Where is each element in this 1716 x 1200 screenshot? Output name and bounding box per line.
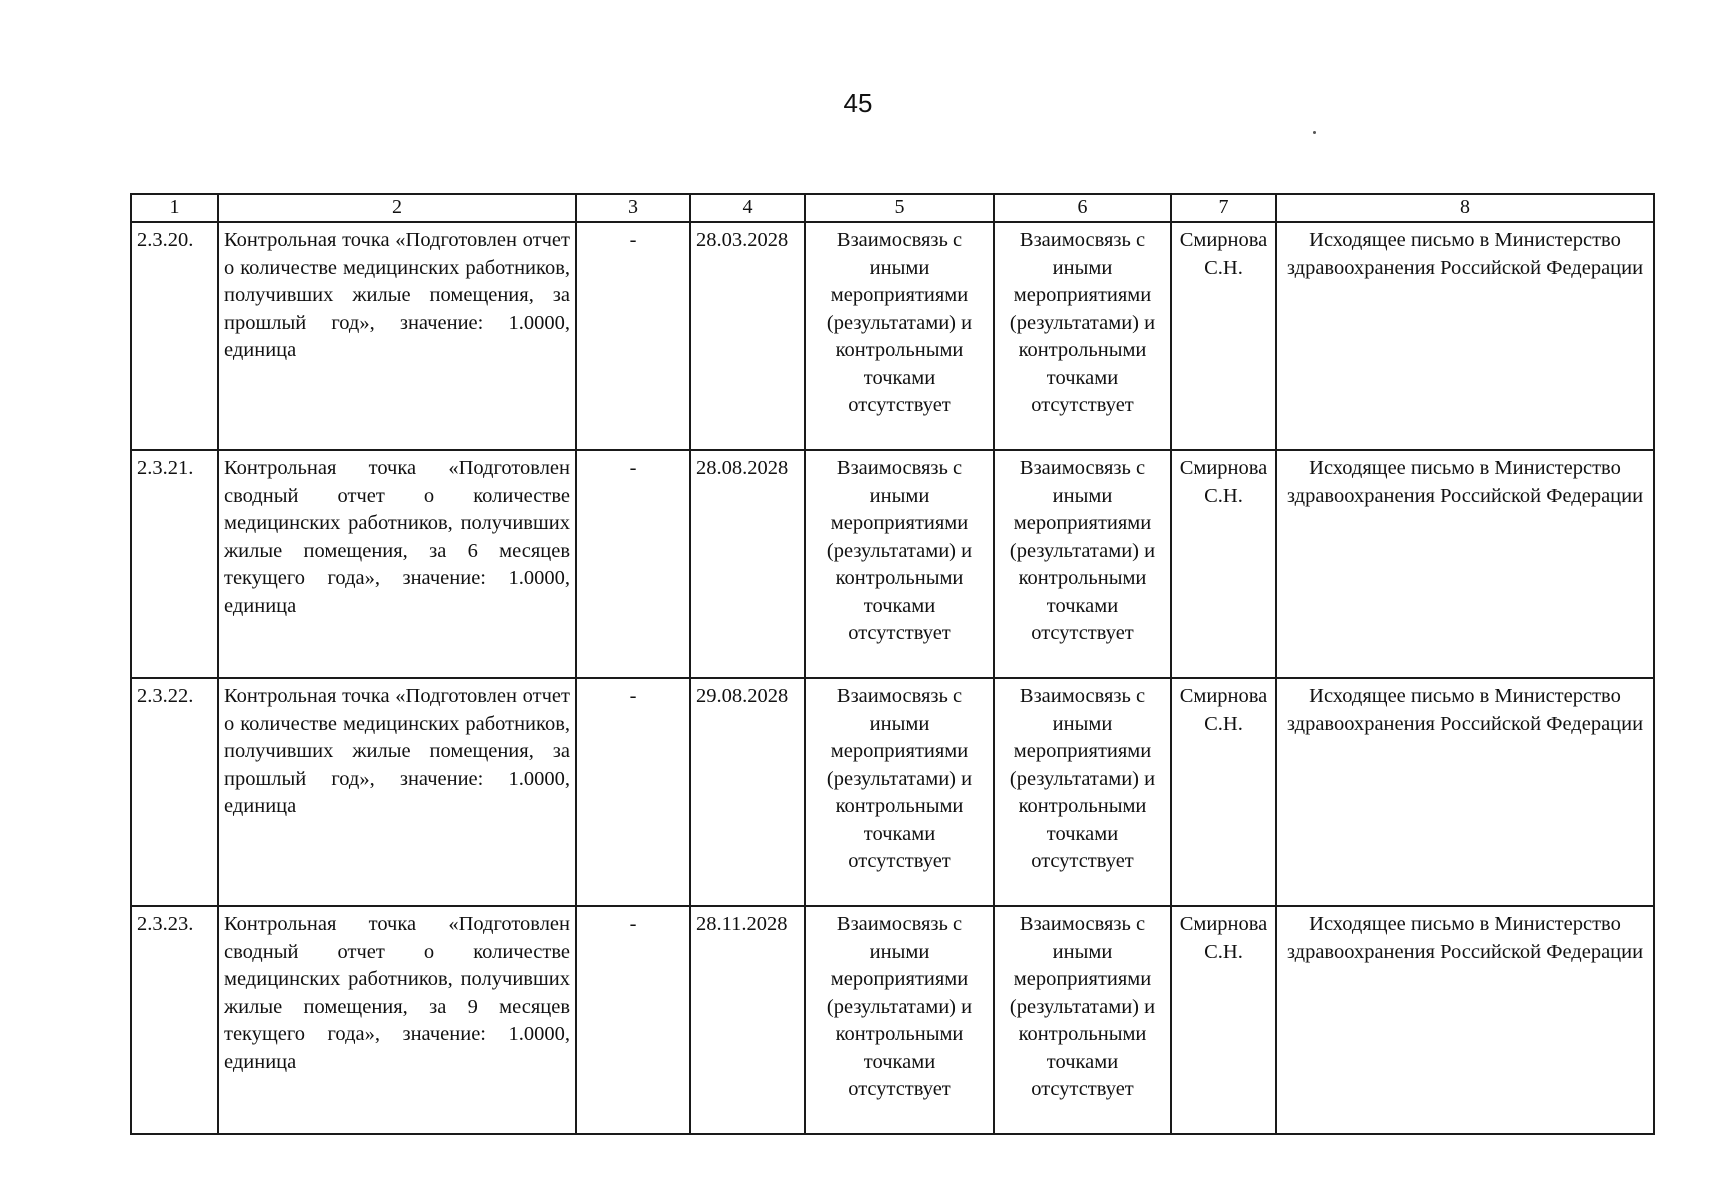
responsible-person: Смирнова С.Н.: [1171, 906, 1276, 1134]
column-3-value: -: [576, 906, 690, 1134]
column-6-value: Взаимосвязь с иными мероприятиями (результатами) и контрольными точками отсутствует: [994, 222, 1171, 450]
row-number: 2.3.22.: [131, 678, 218, 906]
column-header: 6: [994, 194, 1171, 222]
document-type: Исходящее письмо в Министерство здравоохранения Российской Федерации: [1276, 906, 1654, 1134]
control-point-name: Контрольная точка «Подготовлен сводный отчет о количестве медицинских работников, получивших жилые помещения, за 9 месяцев текущего года», значение: 1.0000, единица: [218, 906, 576, 1134]
control-point-name: Контрольная точка «Подготовлен отчет о количестве медицинских работников, получивших жилые помещения, за прошлый год», значение: 1.0000, единица: [218, 222, 576, 450]
column-3-value: -: [576, 678, 690, 906]
control-point-name: Контрольная точка «Подготовлен отчет о количестве медицинских работников, получивших жилые помещения, за прошлый год», значение: 1.0000, единица: [218, 678, 576, 906]
column-header: 8: [1276, 194, 1654, 222]
control-points-table: [130, 193, 1655, 1135]
due-date: 28.08.2028: [690, 450, 805, 678]
column-header: 7: [1171, 194, 1276, 222]
table-row: [131, 678, 1654, 906]
due-date: 28.11.2028: [690, 906, 805, 1134]
column-header: 5: [805, 194, 994, 222]
column-6-value: Взаимосвязь с иными мероприятиями (результатами) и контрольными точками отсутствует: [994, 906, 1171, 1134]
column-6-value: Взаимосвязь с иными мероприятиями (результатами) и контрольными точками отсутствует: [994, 678, 1171, 906]
document-type: Исходящее письмо в Министерство здравоохранения Российской Федерации: [1276, 678, 1654, 906]
column-header: 1: [131, 194, 218, 222]
scan-speck: [1313, 131, 1316, 134]
row-number: 2.3.20.: [131, 222, 218, 450]
column-6-value: Взаимосвязь с иными мероприятиями (результатами) и контрольными точками отсутствует: [994, 450, 1171, 678]
row-number: 2.3.21.: [131, 450, 218, 678]
column-5-value: Взаимосвязь с иными мероприятиями (результатами) и контрольными точками отсутствует: [805, 222, 994, 450]
header-row: [131, 194, 1654, 222]
column-5-value: Взаимосвязь с иными мероприятиями (результатами) и контрольными точками отсутствует: [805, 450, 994, 678]
column-header: 3: [576, 194, 690, 222]
table-row: [131, 906, 1654, 1134]
control-point-name: Контрольная точка «Подготовлен сводный отчет о количестве медицинских работников, получивших жилые помещения, за 6 месяцев текущего года», значение: 1.0000, единица: [218, 450, 576, 678]
column-5-value: Взаимосвязь с иными мероприятиями (результатами) и контрольными точками отсутствует: [805, 678, 994, 906]
column-3-value: -: [576, 450, 690, 678]
responsible-person: Смирнова С.Н.: [1171, 450, 1276, 678]
table-row: [131, 450, 1654, 678]
due-date: 28.03.2028: [690, 222, 805, 450]
row-number: 2.3.23.: [131, 906, 218, 1134]
table-row: [131, 222, 1654, 450]
document-type: Исходящее письмо в Министерство здравоохранения Российской Федерации: [1276, 450, 1654, 678]
column-5-value: Взаимосвязь с иными мероприятиями (результатами) и контрольными точками отсутствует: [805, 906, 994, 1134]
due-date: 29.08.2028: [690, 678, 805, 906]
column-header: 2: [218, 194, 576, 222]
document-type: Исходящее письмо в Министерство здравоохранения Российской Федерации: [1276, 222, 1654, 450]
responsible-person: Смирнова С.Н.: [1171, 678, 1276, 906]
page-number: 45: [843, 88, 873, 118]
responsible-person: Смирнова С.Н.: [1171, 222, 1276, 450]
column-3-value: -: [576, 222, 690, 450]
column-header: 4: [690, 194, 805, 222]
